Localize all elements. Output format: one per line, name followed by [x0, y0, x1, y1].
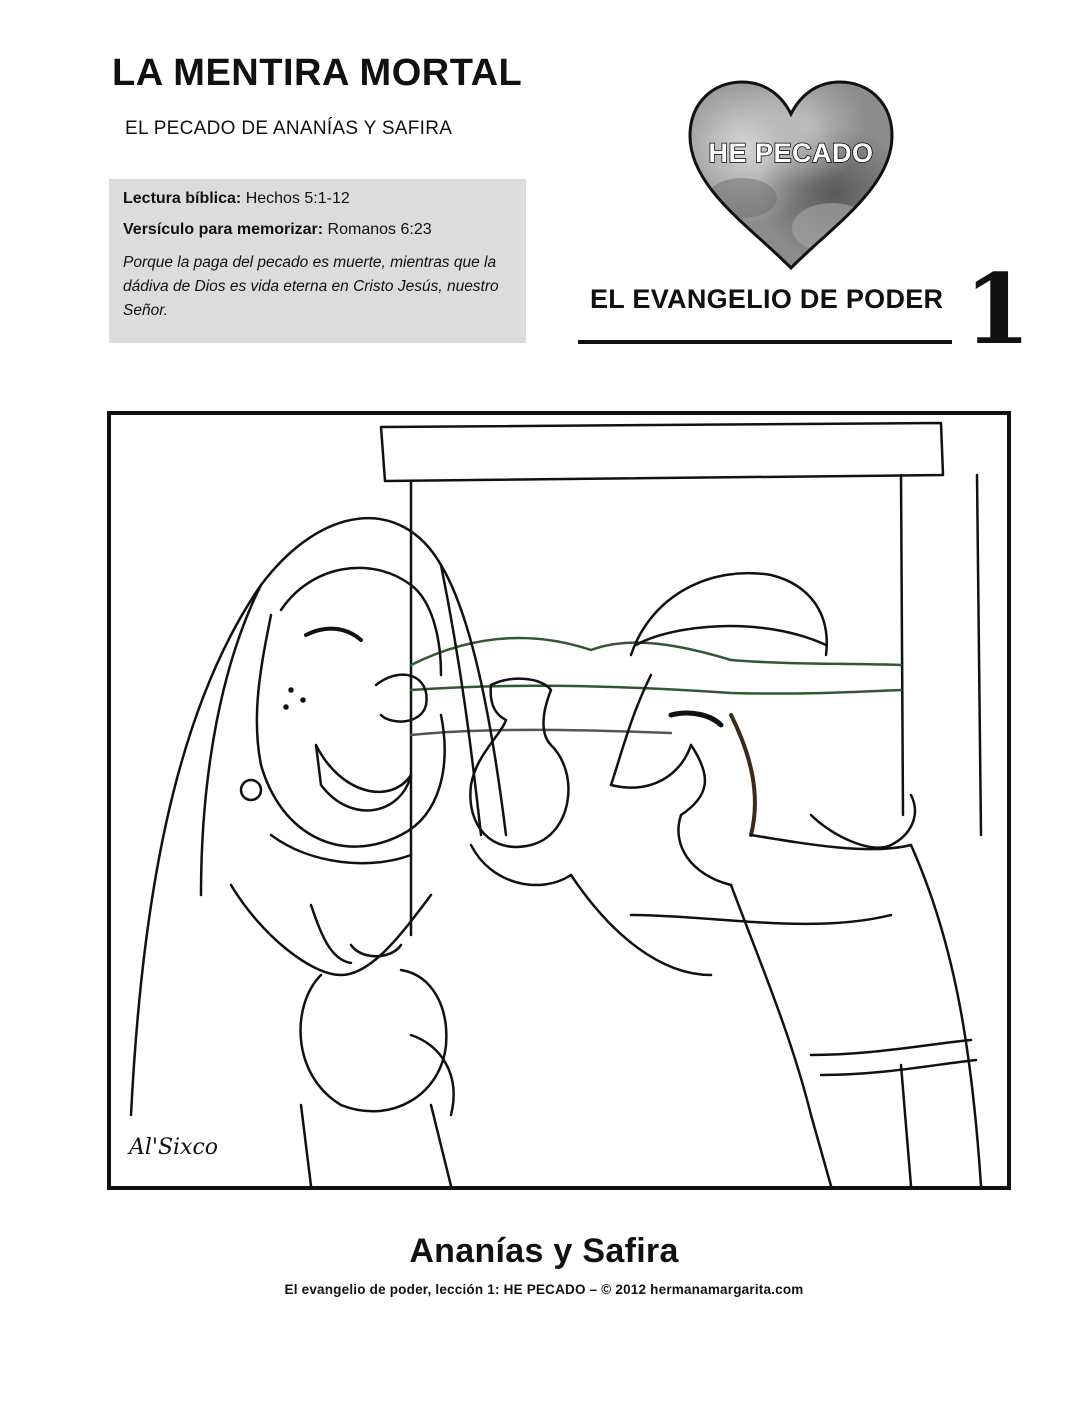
series-divider	[578, 340, 952, 344]
page-subtitle: EL PECADO DE ANANÍAS Y SAFIRA	[125, 118, 453, 139]
memory-verse-value: Romanos 6:23	[327, 220, 432, 238]
bible-reading-value: Hechos 5:1-12	[245, 190, 350, 207]
illustration-caption: Ananías y Safira	[409, 1232, 679, 1270]
bible-reading-label: Lectura bíblica:	[123, 190, 242, 207]
series-title: EL EVANGELIO DE PODER	[590, 284, 944, 314]
heart-icon	[682, 78, 900, 272]
artist-signature: Al'Sixco	[129, 1135, 219, 1160]
memory-verse	[123, 220, 514, 241]
bible-reading	[123, 189, 514, 210]
memory-verse-label: Versículo para memorizar:	[123, 220, 324, 238]
illustration-frame	[107, 411, 1011, 1190]
lesson-number: 1	[964, 253, 1031, 366]
memory-verse-text: Porque la paga del pecado es muerte, mientras que la dádiva de Dios es vida eterna en Cristo Jesús, nuestro Señor.	[123, 253, 499, 319]
coloring-illustration	[111, 415, 1007, 1186]
page-title: LA MENTIRA MORTAL	[112, 52, 523, 94]
reading-box	[109, 179, 526, 343]
heart-badge-label: HE PECADO	[708, 138, 874, 168]
page-footer: El evangelio de poder, lección 1: HE PECADO – © 2012 hermanamargarita.com	[284, 1282, 804, 1297]
heart-badge	[682, 78, 900, 272]
